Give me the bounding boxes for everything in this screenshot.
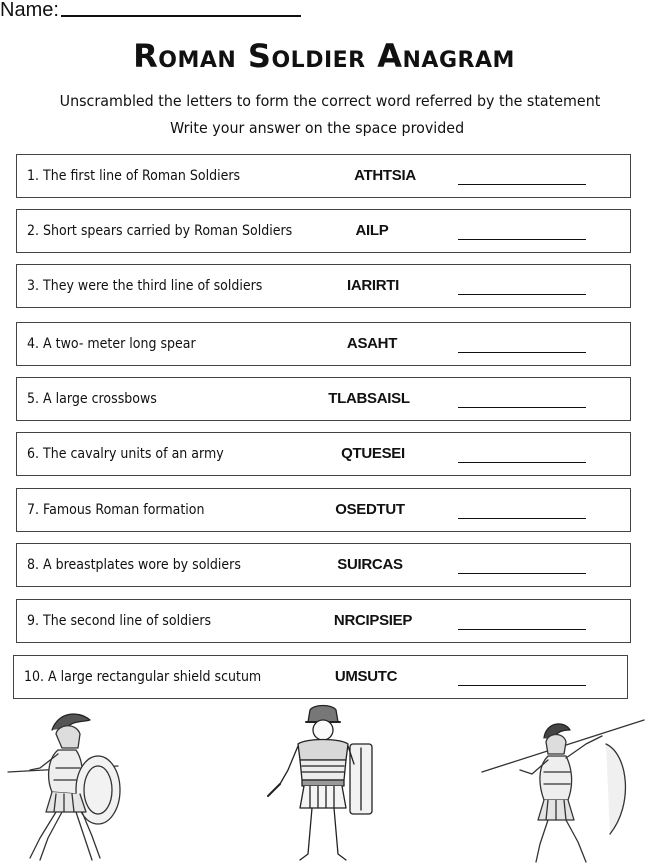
anagram-row-10 [13,655,628,699]
instructions [26,88,633,142]
clue-text: 9. The second line of soldiers [27,613,212,629]
anagram-row-2 [16,209,631,253]
answer-blank[interactable] [458,407,586,408]
anagram-row-5 [16,377,631,421]
clue-text: 4. A two- meter long spear [27,336,196,352]
scrambled-word: AILP [355,222,389,239]
clue-text: 1. The first line of Roman Soldiers [27,168,241,184]
instructions-line-1: Unscrambled the letters to form the correct word referred by the statement [59,92,601,110]
scrambled-word: QTUESEI [341,445,405,462]
name-label: Name: [0,0,59,21]
anagram-row-9 [16,599,631,643]
answer-blank[interactable] [458,629,586,630]
answer-blank[interactable] [458,573,586,574]
spear-thrower-icon [478,714,648,864]
scrambled-word: IARIRTI [346,277,400,294]
anagram-row-8 [16,543,631,587]
scrambled-word: UMSUTC [334,668,398,685]
answer-blank[interactable] [458,184,586,185]
anagram-row-4 [16,322,631,366]
roman-legionary-icon [250,704,390,864]
scrambled-word: NRCIPSIEP [333,612,413,629]
clue-text: 3. They were the third line of soldiers [27,278,263,294]
answer-blank[interactable] [458,294,586,295]
scrambled-word: ATHTSIA [354,167,416,184]
clue-text: 5. A large crossbows [27,391,157,407]
answer-blank[interactable] [458,462,586,463]
answer-blank[interactable] [458,352,586,353]
clue-text: 10. A large rectangular shield scutum [24,669,262,685]
name-field [0,0,301,22]
answer-blank[interactable] [458,518,586,519]
clue-text: 6. The cavalry units of an army [27,446,224,462]
instructions-line-2: Write your answer on the space provided [170,119,465,137]
clue-text: 8. A breastplates wore by soldiers [27,557,241,573]
anagram-row-6 [16,432,631,476]
name-answer-line[interactable] [61,15,301,17]
anagram-row-1 [16,154,631,198]
anagram-row-3 [16,264,631,308]
scrambled-word: SUIRCAS [337,556,403,573]
answer-blank[interactable] [458,685,586,686]
spartan-warrior-icon [0,708,160,864]
clue-text: 2. Short spears carried by Roman Soldiers [27,223,293,239]
anagram-row-7 [16,488,631,532]
answer-blank[interactable] [458,239,586,240]
clue-text: 7. Famous Roman formation [27,502,205,518]
scrambled-word: OSEDTUT [335,501,405,518]
page-title: Roman Soldier Anagram [133,37,515,75]
scrambled-word: TLABSAISL [328,390,410,407]
scrambled-word: ASAHT [346,335,398,352]
